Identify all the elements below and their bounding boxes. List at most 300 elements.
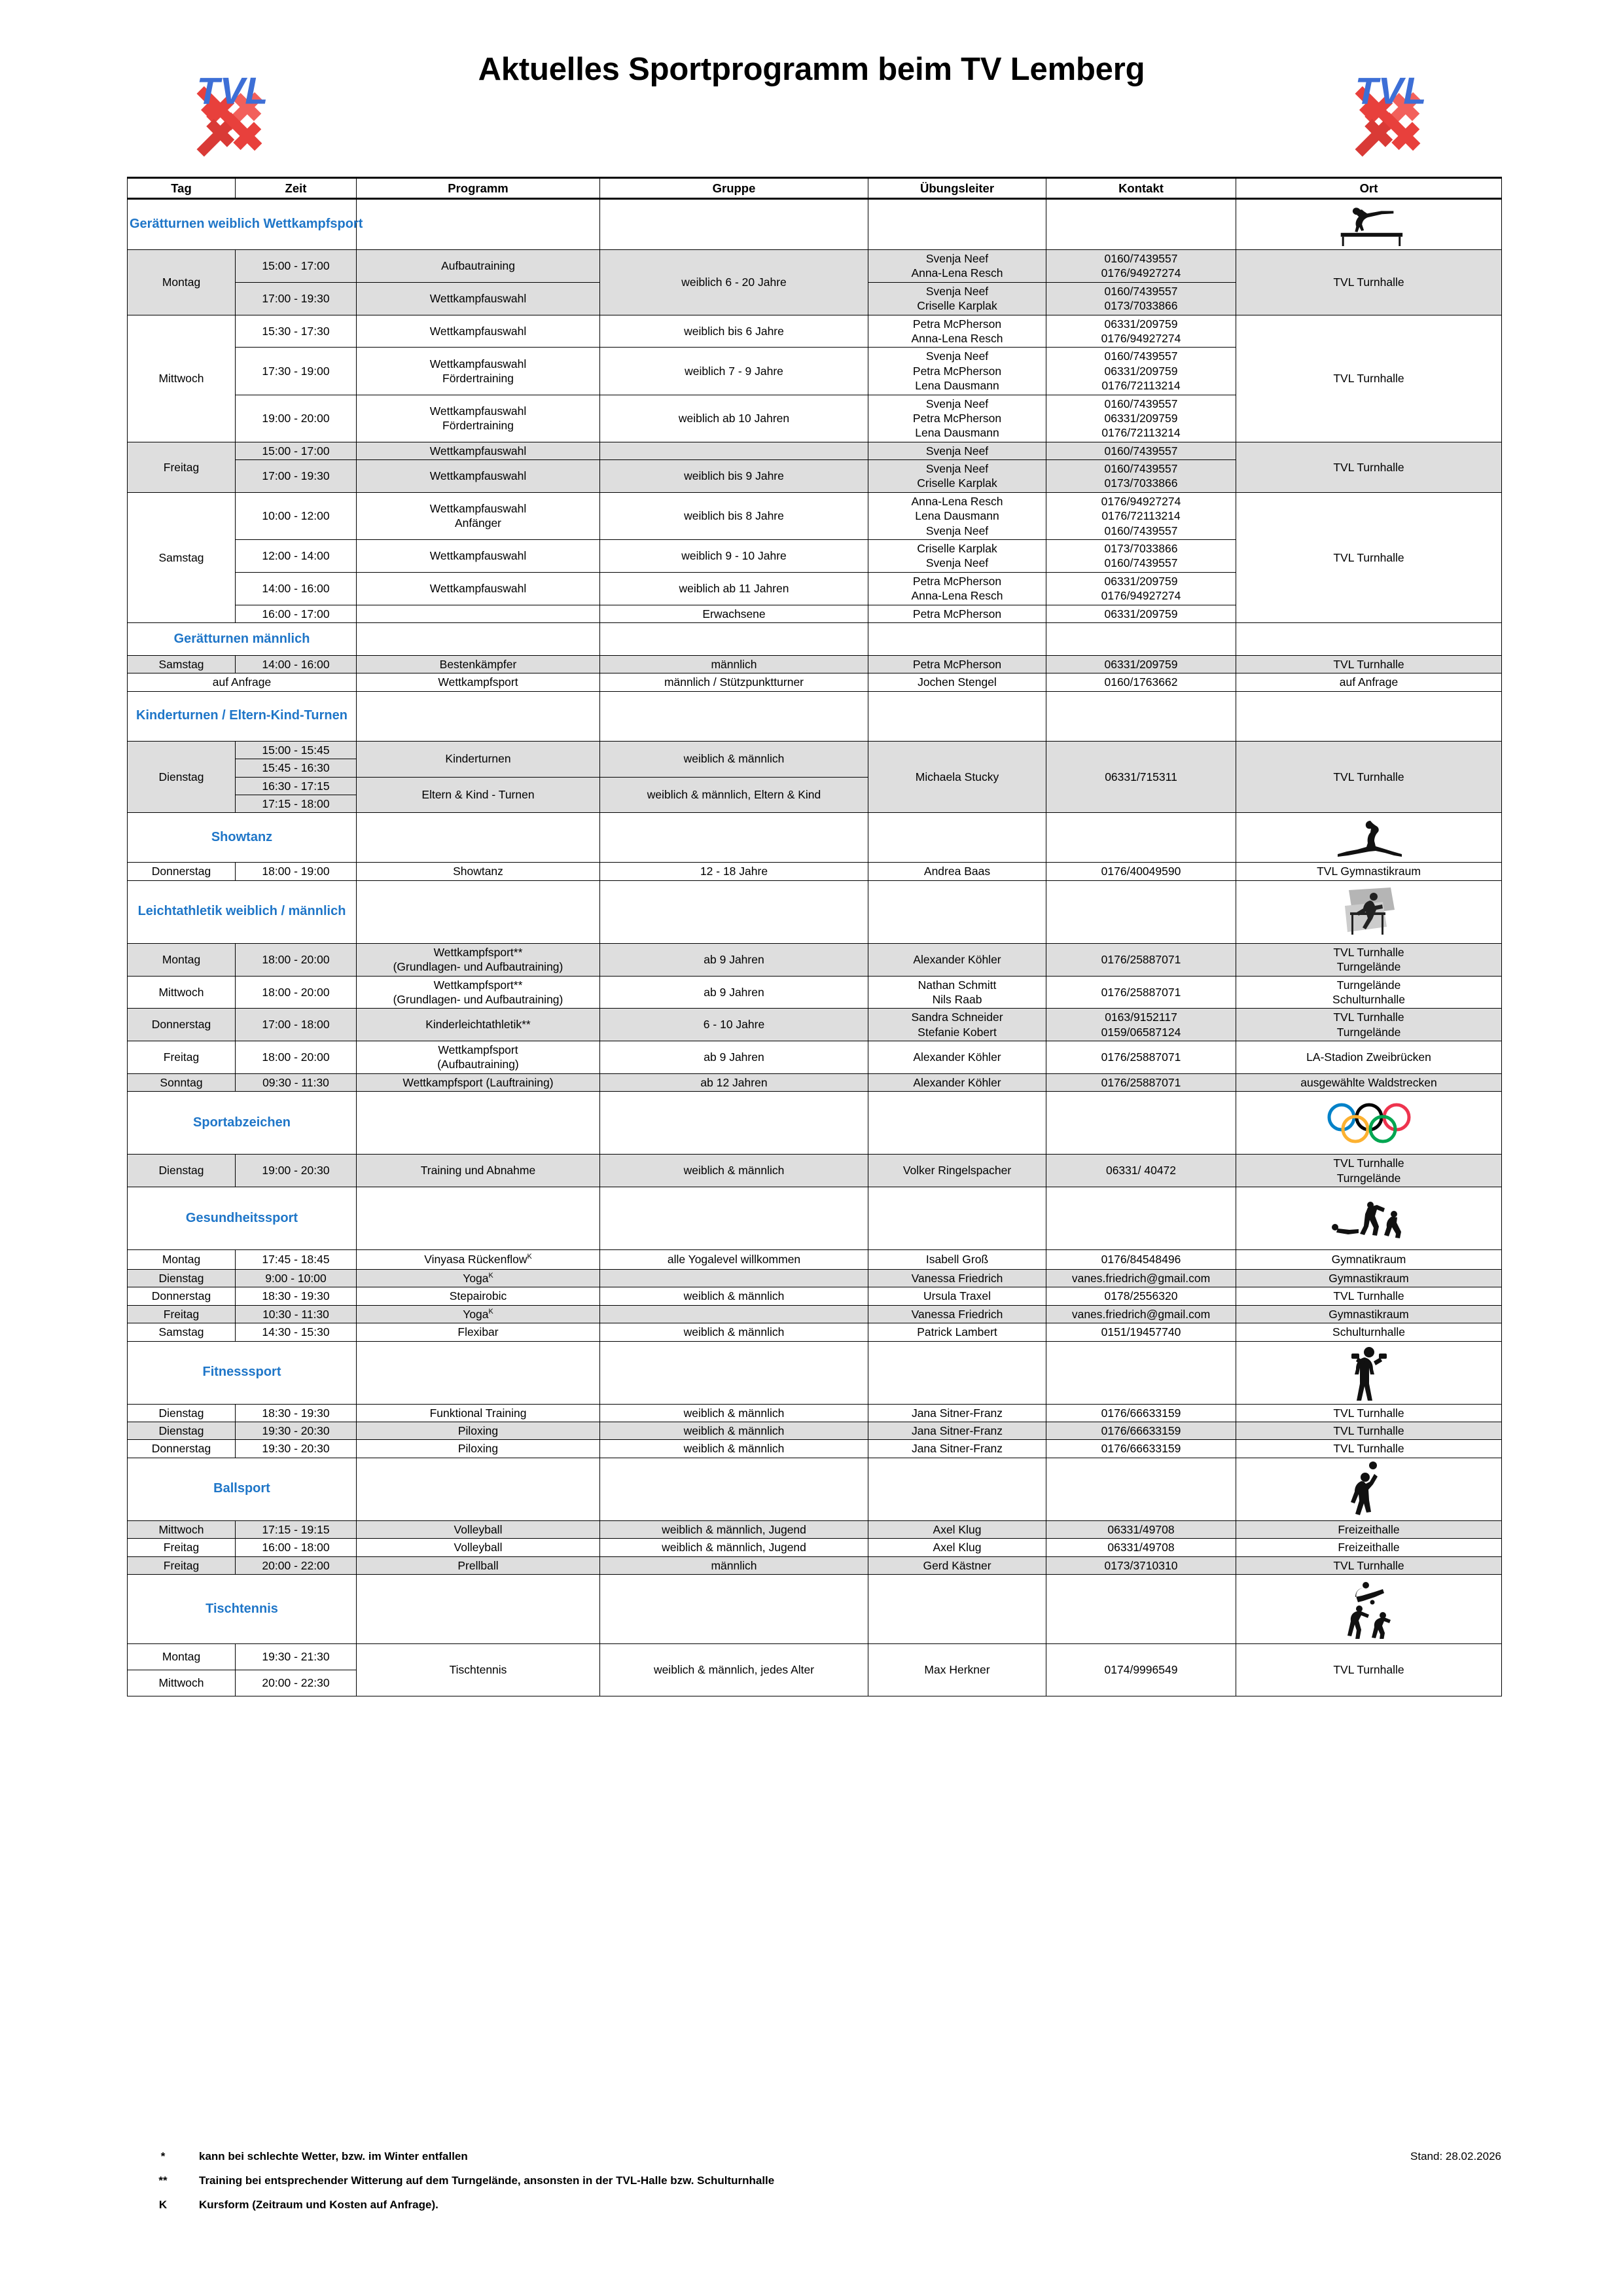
cell-programm: Wettkampfauswahl bbox=[357, 572, 600, 605]
leiter-name: Lena Dausmann bbox=[915, 509, 999, 523]
kontakt-value: 0160/7439557 bbox=[1104, 252, 1178, 265]
section-title: Leichtathletik weiblich / männlich bbox=[137, 904, 346, 919]
cell-zeit: 17:45 - 18:45 bbox=[236, 1250, 357, 1270]
ort-line: TVL Turnhalle bbox=[1333, 1011, 1404, 1024]
cell-zeit: 17:15 - 18:00 bbox=[236, 795, 357, 812]
leiter-name: Lena Dausmann bbox=[915, 426, 999, 440]
section-spacer-gruppe bbox=[600, 1341, 868, 1404]
section-spacer-leiter bbox=[868, 813, 1046, 863]
leiter-name: Svenja Neef bbox=[925, 397, 989, 410]
cell-zeit: 09:30 - 11:30 bbox=[236, 1073, 357, 1091]
cell-gruppe: weiblich & männlich bbox=[600, 1422, 868, 1439]
cell-kontakt bbox=[1046, 282, 1236, 315]
section-title: Tischtennis bbox=[205, 1601, 278, 1616]
cell-programm: Wettkampfsport bbox=[357, 673, 600, 691]
cell-gruppe: weiblich & männlich, Jugend bbox=[600, 1520, 868, 1538]
cell-programm: Eltern & Kind - Turnen bbox=[357, 777, 600, 813]
section-header-row bbox=[128, 691, 1502, 741]
programm-line: (Aufbautraining) bbox=[437, 1058, 519, 1071]
cell-zeit: 17:00 - 18:00 bbox=[236, 1009, 357, 1041]
cell-tag: Montag bbox=[128, 1250, 236, 1270]
section-title-cell bbox=[128, 691, 357, 741]
kontakt-value: 0160/7439557 bbox=[1104, 350, 1178, 363]
schedule-table bbox=[127, 177, 1502, 1696]
cell-programm: Volleyball bbox=[357, 1520, 600, 1538]
section-spacer-kontakt bbox=[1046, 622, 1236, 655]
col-header-programm: Programm bbox=[357, 178, 600, 199]
cell-tag: Mittwoch bbox=[128, 976, 236, 1009]
section-spacer-leiter bbox=[868, 1574, 1046, 1643]
cell-leiter: Jana Sitner-Franz bbox=[868, 1440, 1046, 1458]
cell-programm bbox=[357, 1250, 600, 1270]
cell-kontakt: 06331/49708 bbox=[1046, 1539, 1236, 1556]
cell-gruppe: weiblich bis 6 Jahre bbox=[600, 315, 868, 348]
cell-ort: TVL Turnhalle bbox=[1236, 1287, 1502, 1305]
cell-tag: Dienstag bbox=[128, 1404, 236, 1422]
table-row bbox=[128, 1250, 1502, 1270]
cell-leiter: Michaela Stucky bbox=[868, 741, 1046, 813]
kontakt-value: 06331/209759 bbox=[1104, 411, 1178, 425]
cell-tag: Donnerstag bbox=[128, 1287, 236, 1305]
leiter-name: Anna-Lena Resch bbox=[911, 331, 1003, 345]
programm-line: Wettkampfauswahl bbox=[429, 357, 527, 370]
cell-ort: LA-Stadion Zweibrücken bbox=[1236, 1041, 1502, 1074]
cell-zeit: 18:00 - 19:00 bbox=[236, 863, 357, 880]
kontakt-value: 0176/94927274 bbox=[1101, 266, 1181, 280]
section-spacer-programm bbox=[357, 880, 600, 943]
cell-leiter: Max Herkner bbox=[868, 1643, 1046, 1696]
programm-line: (Grundlagen- und Aufbautraining) bbox=[393, 992, 563, 1006]
cell-leiter bbox=[868, 976, 1046, 1009]
cell-leiter: Andrea Baas bbox=[868, 863, 1046, 880]
cell-kontakt: 06331/209759 bbox=[1046, 655, 1236, 673]
cell-tag: Freitag bbox=[128, 442, 236, 492]
cell-zeit: 15:00 - 15:45 bbox=[236, 741, 357, 759]
section-spacer-kontakt bbox=[1046, 1574, 1236, 1643]
cell-kontakt bbox=[1046, 572, 1236, 605]
cell-ort: TVL Turnhalle bbox=[1236, 1556, 1502, 1574]
cell-programm bbox=[357, 1270, 600, 1287]
cell-programm: Wettkampfsport (Lauftraining) bbox=[357, 1073, 600, 1091]
cell-zeit: 19:30 - 20:30 bbox=[236, 1422, 357, 1439]
ort-line: TVL Turnhalle bbox=[1333, 1157, 1404, 1170]
cell-gruppe: weiblich 9 - 10 Jahre bbox=[600, 540, 868, 573]
cell-leiter: Patrick Lambert bbox=[868, 1323, 1046, 1341]
cell-leiter: Isabell Groß bbox=[868, 1250, 1046, 1270]
cell-zeit: 19:30 - 20:30 bbox=[236, 1440, 357, 1458]
section-spacer-gruppe bbox=[600, 691, 868, 741]
table-row bbox=[128, 1270, 1502, 1287]
cell-gruppe: weiblich ab 10 Jahren bbox=[600, 395, 868, 442]
table-row bbox=[128, 1305, 1502, 1323]
cell-gruppe: weiblich 7 - 9 Jahre bbox=[600, 348, 868, 395]
cell-leiter: Vanessa Friedrich bbox=[868, 1305, 1046, 1323]
cell-gruppe: weiblich bis 9 Jahre bbox=[600, 460, 868, 493]
section-header-row bbox=[128, 1092, 1502, 1155]
cell-tag: Dienstag bbox=[128, 1422, 236, 1439]
leiter-name: Criselle Karplak bbox=[917, 476, 997, 490]
cell-kontakt: 0174/9996549 bbox=[1046, 1643, 1236, 1696]
table-row bbox=[128, 250, 1502, 283]
ort-line: Turngelände bbox=[1336, 960, 1401, 974]
cell-leiter: Gerd Kästner bbox=[868, 1556, 1046, 1574]
cell-ort: Gymnastikraum bbox=[1236, 1270, 1502, 1287]
cell-tag: Dienstag bbox=[128, 1270, 236, 1287]
cell-kontakt: 0176/66633159 bbox=[1046, 1404, 1236, 1422]
section-header-row bbox=[128, 1341, 1502, 1404]
section-title: Fitnesssport bbox=[202, 1365, 281, 1380]
cell-kontakt: 0151/19457740 bbox=[1046, 1323, 1236, 1341]
cell-programm: Wettkampfauswahl bbox=[357, 460, 600, 493]
section-title-cell bbox=[128, 1341, 357, 1404]
cell-programm: Wettkampfauswahl bbox=[357, 442, 600, 459]
section-spacer-kontakt bbox=[1046, 1187, 1236, 1250]
olympic-rings-icon bbox=[1236, 1092, 1502, 1155]
cell-gruppe: weiblich & männlich, Jugend bbox=[600, 1539, 868, 1556]
table-row bbox=[128, 655, 1502, 673]
cell-zeit: 17:00 - 19:30 bbox=[236, 460, 357, 493]
cell-zeit: 16:00 - 17:00 bbox=[236, 605, 357, 622]
cell-kontakt bbox=[1046, 540, 1236, 573]
dancer-splits-icon bbox=[1236, 813, 1502, 863]
section-spacer-leiter bbox=[868, 1341, 1046, 1404]
cell-gruppe: männlich bbox=[600, 655, 868, 673]
page-header bbox=[0, 0, 1623, 124]
table-row bbox=[128, 1539, 1502, 1556]
dumbbell-person-icon bbox=[1236, 1341, 1502, 1404]
section-title: Gerätturnen männlich bbox=[173, 631, 310, 646]
section-spacer-leiter bbox=[868, 880, 1046, 943]
footnote-marker: K bbox=[158, 2198, 168, 2211]
cell-leiter: Alexander Köhler bbox=[868, 1041, 1046, 1074]
footnote-text: Kursform (Zeitraum und Kosten auf Anfrage). bbox=[199, 2198, 438, 2211]
table-row bbox=[128, 943, 1502, 976]
cell-gruppe: ab 9 Jahren bbox=[600, 976, 868, 1009]
svg-text:TVL: TVL bbox=[1355, 70, 1427, 113]
cell-programm bbox=[357, 943, 600, 976]
footnote-row bbox=[127, 2174, 1501, 2187]
cell-ort: auf Anfrage bbox=[1236, 673, 1502, 691]
cell-ort: TVL Turnhalle bbox=[1236, 1440, 1502, 1458]
leiter-name: Nils Raab bbox=[932, 992, 982, 1006]
table-row bbox=[128, 1422, 1502, 1439]
section-title: Gerätturnen weiblich Wettkampfsport bbox=[130, 217, 363, 232]
section-spacer-programm bbox=[357, 1092, 600, 1155]
leiter-name: Petra McPherson bbox=[912, 411, 1002, 425]
leiter-name: Petra McPherson bbox=[912, 317, 1002, 331]
cell-gruppe: weiblich bis 8 Jahre bbox=[600, 492, 868, 539]
cell-tag: Dienstag bbox=[128, 1155, 236, 1187]
cell-zeit: 17:30 - 19:00 bbox=[236, 348, 357, 395]
cell-gruppe: männlich bbox=[600, 1556, 868, 1574]
leiter-name: Anna-Lena Resch bbox=[911, 266, 1003, 280]
cell-leiter bbox=[868, 540, 1046, 573]
svg-text:TVL: TVL bbox=[196, 70, 268, 113]
programm-superscript: K bbox=[488, 1307, 493, 1316]
cell-gruppe bbox=[600, 1305, 868, 1323]
cell-ort: Freizeithalle bbox=[1236, 1520, 1502, 1538]
section-spacer-gruppe bbox=[600, 199, 868, 250]
cell-ort: TVL Turnhalle bbox=[1236, 1404, 1502, 1422]
footnotes-block bbox=[127, 2150, 1501, 2223]
cell-kontakt bbox=[1046, 315, 1236, 348]
section-title-cell bbox=[128, 813, 357, 863]
cell-gruppe: weiblich & männlich bbox=[600, 1404, 868, 1422]
cell-ort bbox=[1236, 1155, 1502, 1187]
section-spacer-programm bbox=[357, 691, 600, 741]
table-header-row bbox=[128, 178, 1502, 199]
kontakt-value: 0159/06587124 bbox=[1101, 1025, 1181, 1039]
section-header-row bbox=[128, 1574, 1502, 1643]
cell-programm: Kinderleichtathletik** bbox=[357, 1009, 600, 1041]
kontakt-value: 0176/94927274 bbox=[1101, 589, 1181, 603]
hurdler-icon bbox=[1236, 880, 1502, 943]
footnote-marker: * bbox=[160, 2150, 166, 2162]
cell-programm: Bestenkämpfer bbox=[357, 655, 600, 673]
cell-programm bbox=[357, 348, 600, 395]
cell-programm: Funktional Training bbox=[357, 1404, 600, 1422]
cell-zeit: 16:00 - 18:00 bbox=[236, 1539, 357, 1556]
volleyball-player-icon bbox=[1236, 1458, 1502, 1520]
cell-kontakt: vanes.friedrich@gmail.com bbox=[1046, 1270, 1236, 1287]
cell-tag: Samstag bbox=[128, 492, 236, 622]
section-spacer-kontakt bbox=[1046, 1092, 1236, 1155]
stand-date: Stand: 28.02.2026 bbox=[1410, 2150, 1501, 2162]
cell-leiter bbox=[868, 395, 1046, 442]
cell-gruppe: weiblich 6 - 20 Jahre bbox=[600, 250, 868, 315]
cell-zeit: 18:00 - 20:00 bbox=[236, 976, 357, 1009]
cell-leiter: Axel Klug bbox=[868, 1520, 1046, 1538]
kontakt-value: 0176/72113214 bbox=[1101, 379, 1181, 393]
cell-zeit: 15:30 - 17:30 bbox=[236, 315, 357, 348]
cell-kontakt: 06331/49708 bbox=[1046, 1520, 1236, 1538]
cell-leiter bbox=[868, 250, 1046, 283]
cell-zeit: 20:00 - 22:30 bbox=[236, 1670, 357, 1696]
kontakt-value: 0173/7033866 bbox=[1104, 299, 1178, 313]
kontakt-value: 06331/209759 bbox=[1104, 317, 1178, 331]
section-title: Ballsport bbox=[213, 1481, 270, 1496]
cell-tag: Donnerstag bbox=[128, 863, 236, 880]
cell-programm bbox=[357, 395, 600, 442]
cell-zeit: 15:45 - 16:30 bbox=[236, 759, 357, 777]
cell-leiter bbox=[868, 572, 1046, 605]
programm-line: Wettkampfauswahl bbox=[429, 404, 527, 418]
leiter-name: Petra McPherson bbox=[912, 574, 1002, 588]
cell-programm: Prellball bbox=[357, 1556, 600, 1574]
cell-leiter bbox=[868, 492, 1046, 539]
cell-zeit: 12:00 - 14:00 bbox=[236, 540, 357, 573]
cell-kontakt: 0176/84548496 bbox=[1046, 1250, 1236, 1270]
section-spacer-leiter bbox=[868, 622, 1046, 655]
section-spacer-programm bbox=[357, 622, 600, 655]
section-header-row bbox=[128, 813, 1502, 863]
kontakt-value: 0160/7439557 bbox=[1104, 556, 1178, 570]
cell-tag: Mittwoch bbox=[128, 1670, 236, 1696]
cell-leiter: Jochen Stengel bbox=[868, 673, 1046, 691]
table-row bbox=[128, 1041, 1502, 1074]
cell-programm: Piloxing bbox=[357, 1422, 600, 1439]
leiter-name: Sandra Schneider bbox=[911, 1011, 1003, 1024]
kontakt-value: 0173/7033866 bbox=[1104, 476, 1178, 490]
cell-gruppe: weiblich ab 11 Jahren bbox=[600, 572, 868, 605]
programm-superscript: K bbox=[527, 1253, 532, 1261]
kontakt-value: 0173/7033866 bbox=[1104, 542, 1178, 556]
cell-zeit: 19:00 - 20:30 bbox=[236, 1155, 357, 1187]
cell-gruppe: weiblich & männlich, jedes Alter bbox=[600, 1643, 868, 1696]
cell-programm: Volleyball bbox=[357, 1539, 600, 1556]
leiter-name: Criselle Karplak bbox=[917, 299, 997, 313]
cell-programm bbox=[357, 492, 600, 539]
section-spacer-programm bbox=[357, 1341, 600, 1404]
cell-leiter: Axel Klug bbox=[868, 1539, 1046, 1556]
section-spacer-programm bbox=[357, 1187, 600, 1250]
cell-kontakt: 06331/715311 bbox=[1046, 741, 1236, 813]
section-spacer-programm bbox=[357, 1574, 600, 1643]
section-spacer-gruppe bbox=[600, 1092, 868, 1155]
section-spacer-gruppe bbox=[600, 1187, 868, 1250]
cell-kontakt: 0176/25887071 bbox=[1046, 1073, 1236, 1091]
section-spacer-gruppe bbox=[600, 813, 868, 863]
cell-programm: Wettkampfauswahl bbox=[357, 540, 600, 573]
stretching-icon bbox=[1236, 1187, 1502, 1250]
cell-zeit: 14:00 - 16:00 bbox=[236, 655, 357, 673]
cell-gruppe: ab 9 Jahren bbox=[600, 1041, 868, 1074]
cell-ort: TVL Turnhalle bbox=[1236, 655, 1502, 673]
kontakt-value: 06331/209759 bbox=[1104, 364, 1178, 378]
kontakt-value: 0160/7439557 bbox=[1104, 524, 1178, 537]
section-spacer-ort bbox=[1236, 622, 1502, 655]
cell-gruppe: weiblich & männlich, Eltern & Kind bbox=[600, 777, 868, 813]
programm-line: Wettkampfsport** bbox=[433, 978, 523, 992]
cell-kontakt: 0176/40049590 bbox=[1046, 863, 1236, 880]
col-header-ort: Ort bbox=[1236, 178, 1502, 199]
cell-leiter: Petra McPherson bbox=[868, 605, 1046, 622]
cell-programm bbox=[357, 976, 600, 1009]
kontakt-value: 0160/7439557 bbox=[1104, 462, 1178, 476]
cell-kontakt: 0178/2556320 bbox=[1046, 1287, 1236, 1305]
programm-line: Fördertraining bbox=[442, 419, 514, 433]
cell-gruppe: weiblich & männlich bbox=[600, 1155, 868, 1187]
cell-leiter: Alexander Köhler bbox=[868, 943, 1046, 976]
cell-programm: Aufbautraining bbox=[357, 250, 600, 283]
col-header-gruppe: Gruppe bbox=[600, 178, 868, 199]
cell-kontakt: 06331/ 40472 bbox=[1046, 1155, 1236, 1187]
table-row bbox=[128, 442, 1502, 459]
cell-kontakt: 0176/25887071 bbox=[1046, 976, 1236, 1009]
section-title-cell bbox=[128, 622, 357, 655]
leiter-name: Svenja Neef bbox=[925, 556, 989, 570]
table-row bbox=[128, 863, 1502, 880]
cell-zeit: 9:00 - 10:00 bbox=[236, 1270, 357, 1287]
section-spacer-ort bbox=[1236, 691, 1502, 741]
section-spacer-leiter bbox=[868, 691, 1046, 741]
leiter-name: Lena Dausmann bbox=[915, 379, 999, 393]
cell-leiter: Vanessa Friedrich bbox=[868, 1270, 1046, 1287]
cell-kontakt: 06331/209759 bbox=[1046, 605, 1236, 622]
cell-gruppe: weiblich & männlich bbox=[600, 1287, 868, 1305]
cell-ort: TVL Turnhalle bbox=[1236, 315, 1502, 442]
section-spacer-gruppe bbox=[600, 1574, 868, 1643]
section-title-cell bbox=[128, 1458, 357, 1520]
table-row bbox=[128, 1440, 1502, 1458]
kontakt-value: 0176/72113214 bbox=[1101, 509, 1181, 523]
cell-gruppe: ab 12 Jahren bbox=[600, 1073, 868, 1091]
section-header-row bbox=[128, 1458, 1502, 1520]
cell-tag: Freitag bbox=[128, 1041, 236, 1074]
cell-kontakt: 0176/25887071 bbox=[1046, 943, 1236, 976]
cell-gruppe: weiblich & männlich bbox=[600, 1440, 868, 1458]
programm-text: Yoga bbox=[463, 1272, 489, 1285]
programm-line: Wettkampfauswahl bbox=[429, 502, 527, 516]
cell-leiter bbox=[868, 315, 1046, 348]
cell-zeit: 15:00 - 17:00 bbox=[236, 442, 357, 459]
cell-ort bbox=[1236, 943, 1502, 976]
cell-kontakt bbox=[1046, 395, 1236, 442]
cell-ort: TVL Turnhalle bbox=[1236, 492, 1502, 622]
cell-zeit: 18:30 - 19:30 bbox=[236, 1287, 357, 1305]
cell-leiter: Alexander Köhler bbox=[868, 1073, 1046, 1091]
cell-zeit: 14:00 - 16:00 bbox=[236, 572, 357, 605]
leiter-name: Petra McPherson bbox=[912, 364, 1002, 378]
section-spacer-leiter bbox=[868, 1187, 1046, 1250]
cell-gruppe: weiblich & männlich bbox=[600, 741, 868, 777]
leiter-name: Stefanie Kobert bbox=[918, 1025, 997, 1039]
cell-gruppe: alle Yogalevel willkommen bbox=[600, 1250, 868, 1270]
cell-zeit: 17:15 - 19:15 bbox=[236, 1520, 357, 1538]
cell-zeit: 10:00 - 12:00 bbox=[236, 492, 357, 539]
cell-ort: Freizeithalle bbox=[1236, 1539, 1502, 1556]
section-spacer-kontakt bbox=[1046, 1458, 1236, 1520]
cell-ort: Schulturnhalle bbox=[1236, 1323, 1502, 1341]
cell-tag: Donnerstag bbox=[128, 1009, 236, 1041]
col-header-uebungsleiter: Übungsleiter bbox=[868, 178, 1046, 199]
table-row bbox=[128, 1323, 1502, 1341]
cell-kontakt: 0160/7439557 bbox=[1046, 442, 1236, 459]
leiter-name: Svenja Neef bbox=[925, 284, 989, 298]
cell-ort: TVL Gymnastikraum bbox=[1236, 863, 1502, 880]
cell-kontakt: 0160/1763662 bbox=[1046, 673, 1236, 691]
cell-kontakt bbox=[1046, 492, 1236, 539]
cell-programm: Showtanz bbox=[357, 863, 600, 880]
footnote-text: kann bei schlechte Wetter, bzw. im Winter entfallen bbox=[199, 2150, 468, 2162]
section-title-cell bbox=[128, 1574, 357, 1643]
programm-line: Anfänger bbox=[454, 516, 502, 530]
cell-kontakt: 0176/66633159 bbox=[1046, 1440, 1236, 1458]
leiter-name: Svenja Neef bbox=[925, 350, 989, 363]
cell-zeit: 18:00 - 20:00 bbox=[236, 1041, 357, 1074]
cell-tag: Freitag bbox=[128, 1305, 236, 1323]
table-row bbox=[128, 1009, 1502, 1041]
kontakt-value: 06331/209759 bbox=[1104, 574, 1178, 588]
col-header-zeit: Zeit bbox=[236, 178, 357, 199]
table-row bbox=[128, 1643, 1502, 1670]
section-spacer-leiter bbox=[868, 1458, 1046, 1520]
col-header-tag: Tag bbox=[128, 178, 236, 199]
cell-zeit: 20:00 - 22:00 bbox=[236, 1556, 357, 1574]
cell-gruppe bbox=[600, 442, 868, 459]
table-row bbox=[128, 315, 1502, 348]
cell-kontakt bbox=[1046, 348, 1236, 395]
ort-line: TVL Turnhalle bbox=[1333, 945, 1404, 959]
cell-zeit: 18:30 - 19:30 bbox=[236, 1404, 357, 1422]
cell-zeit: 17:00 - 19:30 bbox=[236, 282, 357, 315]
table-row bbox=[128, 1287, 1502, 1305]
cell-leiter: Jana Sitner-Franz bbox=[868, 1404, 1046, 1422]
leiter-name: Anna-Lena Resch bbox=[911, 589, 1003, 603]
cell-zeit: 19:30 - 21:30 bbox=[236, 1643, 357, 1670]
cell-programm: Tischtennis bbox=[357, 1643, 600, 1696]
section-spacer-gruppe bbox=[600, 1458, 868, 1520]
